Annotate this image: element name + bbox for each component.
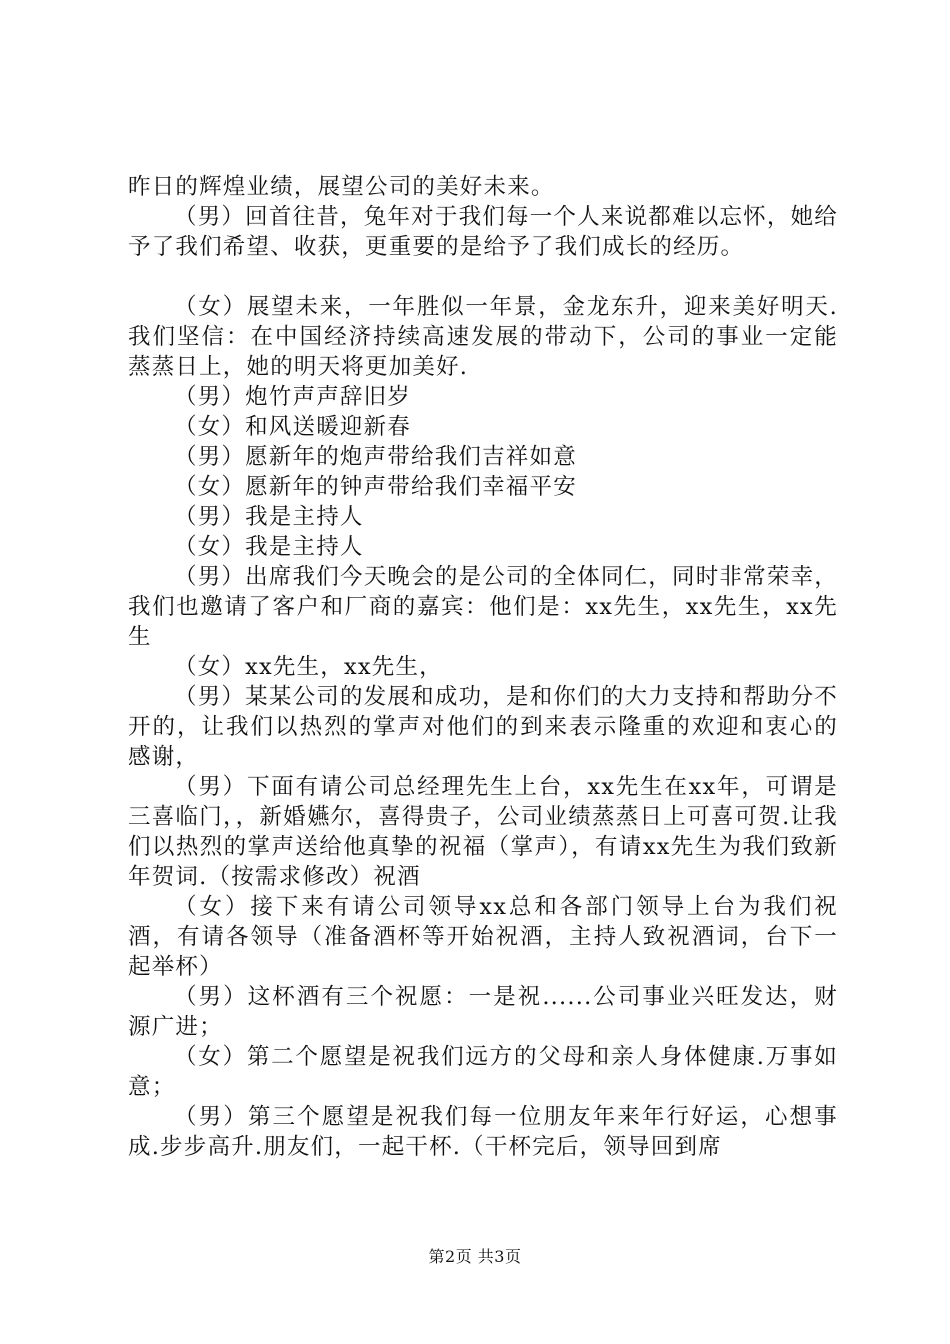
paragraph: （男）回首往昔，兔年对于我们每一个人来说都难以忘怀，她给予了我们希望、收获，更重要的是给予了我们成长的经历。 [128,204,838,260]
paragraph: （女）和风送暖迎新春 [174,414,412,440]
paragraph-continuation: 昨日的辉煌业绩，展望公司的美好未来。 [128,174,555,200]
paragraph: （男）我是主持人 [174,504,364,530]
paragraph: （女）我是主持人 [174,534,364,560]
document-body [128,172,838,1162]
paragraph: （男）愿新年的炮声带给我们吉祥如意 [174,444,577,470]
paragraph-spacer [128,262,838,292]
paragraph: （女）展望未来，一年胜似一年景，金龙东升，迎来美好明天.我们坚信：在中国经济持续高速发展的带动下，公司的事业一定能蒸蒸日上，她的明天将更加美好. [128,294,838,380]
paragraph: （男）某某公司的发展和成功，是和你们的大力支持和帮助分不开的，让我们以热烈的掌声对他们的到来表示隆重的欢迎和衷心的感谢， [128,684,838,770]
paragraph: （女）xx先生，xx先生， [174,654,443,680]
paragraph: （男）下面有请公司总经理先生上台，xx先生在xx年，可谓是三喜临门，，新婚嬿尔，喜得贵子，公司业绩蒸蒸日上可喜可贺.让我们以热烈的掌声送给他真挚的祝福（掌声），有请xx先生为我们致新年贺词.（按需求修改）祝酒 [128,774,838,890]
page-number-footer: 第2页 共3页 [428,1247,522,1266]
paragraph: （女）第二个愿望是祝我们远方的父母和亲人身体健康.万事如意； [128,1044,838,1100]
paragraph: （男）第三个愿望是祝我们每一位朋友年来年行好运，心想事成.步步高升.朋友们，一起干杯.（干杯完后，领导回到席 [128,1104,838,1160]
paragraph: （男）炮竹声声辞旧岁 [174,384,412,410]
paragraph: （女）接下来有请公司领导xx总和各部门领导上台为我们祝酒，有请各领导（准备酒杯等开始祝酒，主持人致祝酒词，台下一起举杯） [128,894,838,980]
paragraph: （男）这杯酒有三个祝愿：一是祝......公司事业兴旺发达，财源广进； [128,984,838,1040]
paragraph: （男）出席我们今天晚会的是公司的全体同仁，同时非常荣幸，我们也邀请了客户和厂商的嘉宾：他们是：xx先生，xx先生，xx先生 [128,564,838,650]
paragraph: （女）愿新年的钟声带给我们幸福平安 [174,474,577,500]
